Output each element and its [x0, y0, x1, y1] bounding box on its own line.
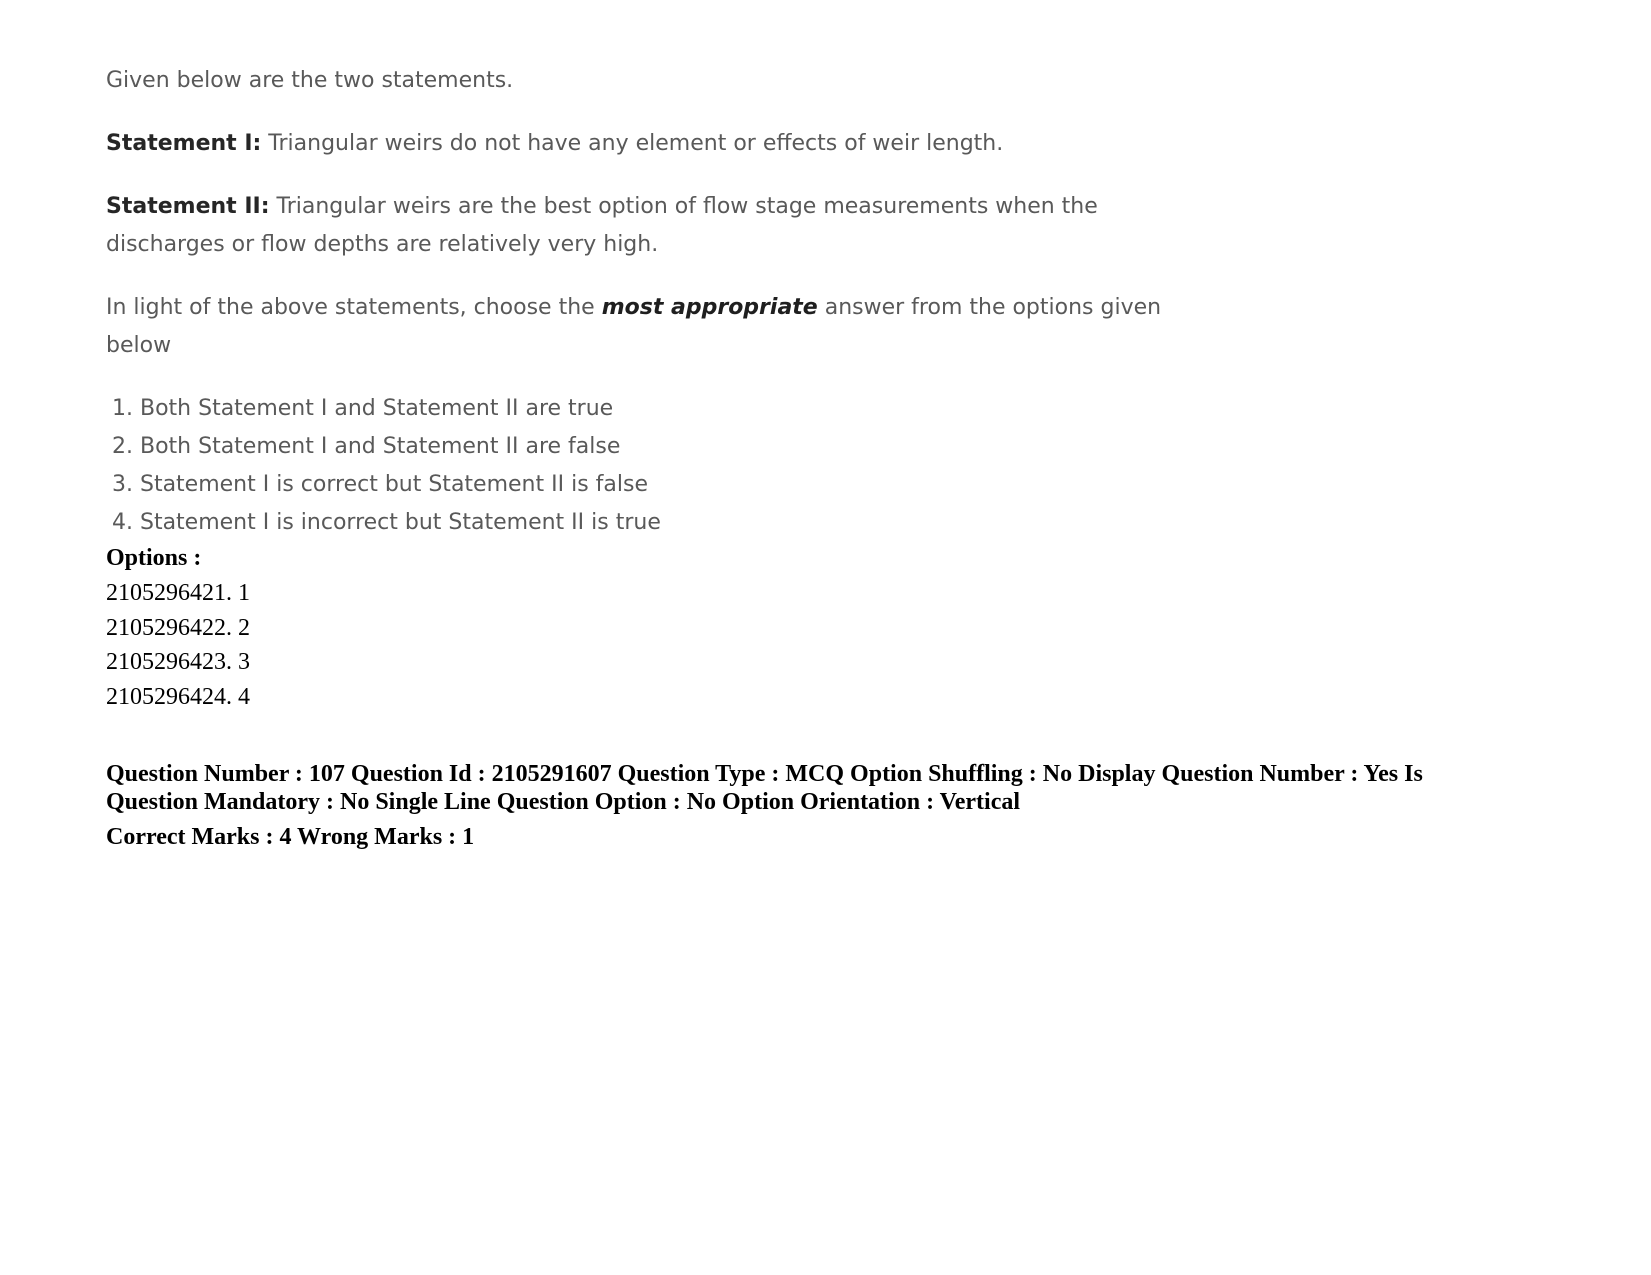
choice-item: 2. Both Statement I and Statement II are false: [112, 434, 621, 459]
question-body: [106, 62, 1206, 542]
option-row: 2105296421. 1: [106, 580, 250, 606]
statement-1-label: Statement I:: [106, 131, 262, 156]
instruction-line-1: [106, 289, 1206, 327]
statement-2-label: Statement II:: [106, 194, 270, 219]
options-section: [106, 540, 1556, 714]
question-intro: Given below are the two statements.: [106, 68, 514, 93]
choice-item: 3. Statement I is correct but Statement II is false: [112, 472, 648, 497]
statement-1: [106, 125, 1206, 163]
question-metadata: [106, 760, 1556, 851]
option-row: 2105296422. 2: [106, 614, 250, 641]
marks-line: Correct Marks : 4 Wrong Marks : 1: [106, 824, 475, 850]
statement-1-text: Triangular weirs do not have any element or effects of weir length.: [261, 131, 1004, 156]
statement-2: [106, 188, 1206, 264]
instruction-line-2: below: [106, 333, 172, 358]
options-heading: Options :: [106, 545, 202, 571]
choice-list: [106, 390, 1206, 542]
instruction-before: In light of the above statements, choose the: [106, 295, 602, 320]
statement-2-text: Triangular weirs are the best option of flow stage measurements when the: [269, 194, 1098, 219]
instruction-emphasis: most appropriate: [601, 295, 818, 320]
option-row: 2105296424. 4: [106, 683, 250, 710]
choice-item: 4. Statement I is incorrect but Statement II is true: [112, 510, 661, 535]
statement-2-line-2: discharges or flow depths are relatively very high.: [106, 232, 659, 257]
instruction-after: answer from the options given: [817, 295, 1162, 320]
metadata-line-2: Question Mandatory : No Single Line Question Option : No Option Orientation : Vertical: [106, 789, 1021, 815]
metadata-line-1: Question Number : 107 Question Id : 2105291607 Question Type : MCQ Option Shuffling : No Display Question Number : Yes Is: [106, 761, 1423, 787]
option-row: 2105296423. 3: [106, 649, 250, 675]
choice-item: 1. Both Statement I and Statement II are true: [112, 396, 614, 421]
statement-2-line-1: [106, 188, 1206, 226]
question-instruction: [106, 289, 1206, 365]
